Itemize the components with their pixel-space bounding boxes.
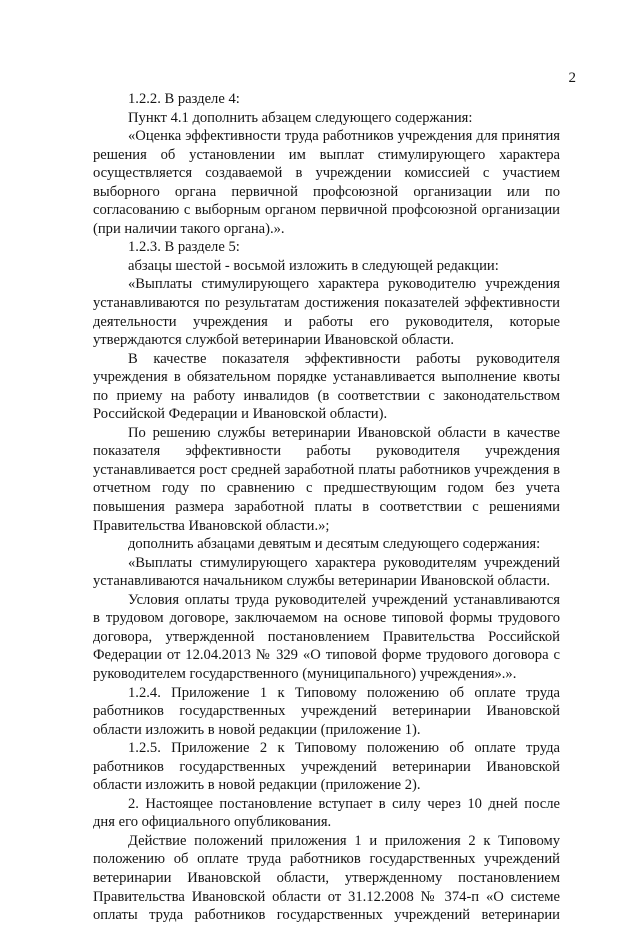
paragraph: абзацы шестой - восьмой изложить в следующей редакции: <box>128 257 499 274</box>
paragraph: Пункт 4.1 дополнить абзацем следующего содержания: <box>128 109 473 126</box>
paragraph: Условия оплаты труда руководителей учреждений устанавливаются в трудовом договоре, заключаемом на основе типовой формы трудового договора, утвержденной постановлением Правительства Российской Федерации от 12.04.2013 № 329 «О типовой форме трудового договора с руководителем государственного (муниципального) учреждения».». <box>93 591 560 682</box>
paragraph-continued: Действие положений приложения 1 и приложения 2 к Типовому положению об оплате труда работников государственных учреждений ветеринарии Ивановской области, утвержденному постановлением Правительства Ивановской области от 31.12.2008 № 374-п «О системе оплаты труда работников государственных учреждений ветеринарии <box>93 832 560 924</box>
paragraph: В качестве показателя эффективности работы руководителя учреждения в обязательном порядке устанавливается выполнение квоты по приему на работу инвалидов (в соответствии с законодательством Российской Федерации и Ивановской области). <box>93 350 560 423</box>
quoted-paragraph: «Оценка эффективности труда работников учреждения для принятия решения об установлении им выплат стимулирующего характера осуществляется создаваемой в учреждении комиссией с участием выборного органа первичной профсоюзной организации или по согласованию с выборным органом первичной профсоюзной организации (при наличии такого органа).». <box>93 128 560 237</box>
section-2: 2. Настоящее постановление вступает в силу через 10 дней после дня его официального опубликования. <box>93 795 560 831</box>
quoted-paragraph: «Выплаты стимулирующего характера руководителю учреждения устанавливаются по результатам достижения показателей эффективности деятельности учреждения и работы его руководителя, которые утверждаются службой ветеринарии Ивановской области. <box>93 276 560 349</box>
paragraph: По решению службы ветеринарии Ивановской области в качестве показателя эффективности работы руководителя учреждения устанавливается рост средней заработной платы работников учреждения в отчетном году по сравнению с предшествующим годом без учета повышения размера заработной платы в соответствии с решениями Правительства Ивановской области.»; <box>93 424 560 534</box>
section-1-2-4: 1.2.4. Приложение 1 к Типовому положению об оплате труда работников государственных учреждений ветеринарии Ивановской области изложить в новой редакции (приложение 1). <box>93 684 560 738</box>
section-heading-1-2-2: 1.2.2. В разделе 4: <box>128 91 240 107</box>
paragraph: дополнить абзацами девятым и десятым следующего содержания: <box>128 536 541 553</box>
quoted-paragraph: «Выплаты стимулирующего характера руководителям учреждений устанавливаются начальником службы ветеринарии Ивановской области. <box>93 554 560 590</box>
section-heading-1-2-3: 1.2.3. В разделе 5: <box>128 239 240 256</box>
section-1-2-5: 1.2.5. Приложение 2 к Типовому положению об оплате труда работников государственных учреждений ветеринарии Ивановской области изложить в новой редакции (приложение 2). <box>93 740 560 794</box>
page-number: 2 <box>568 70 576 86</box>
document-body <box>93 90 560 925</box>
